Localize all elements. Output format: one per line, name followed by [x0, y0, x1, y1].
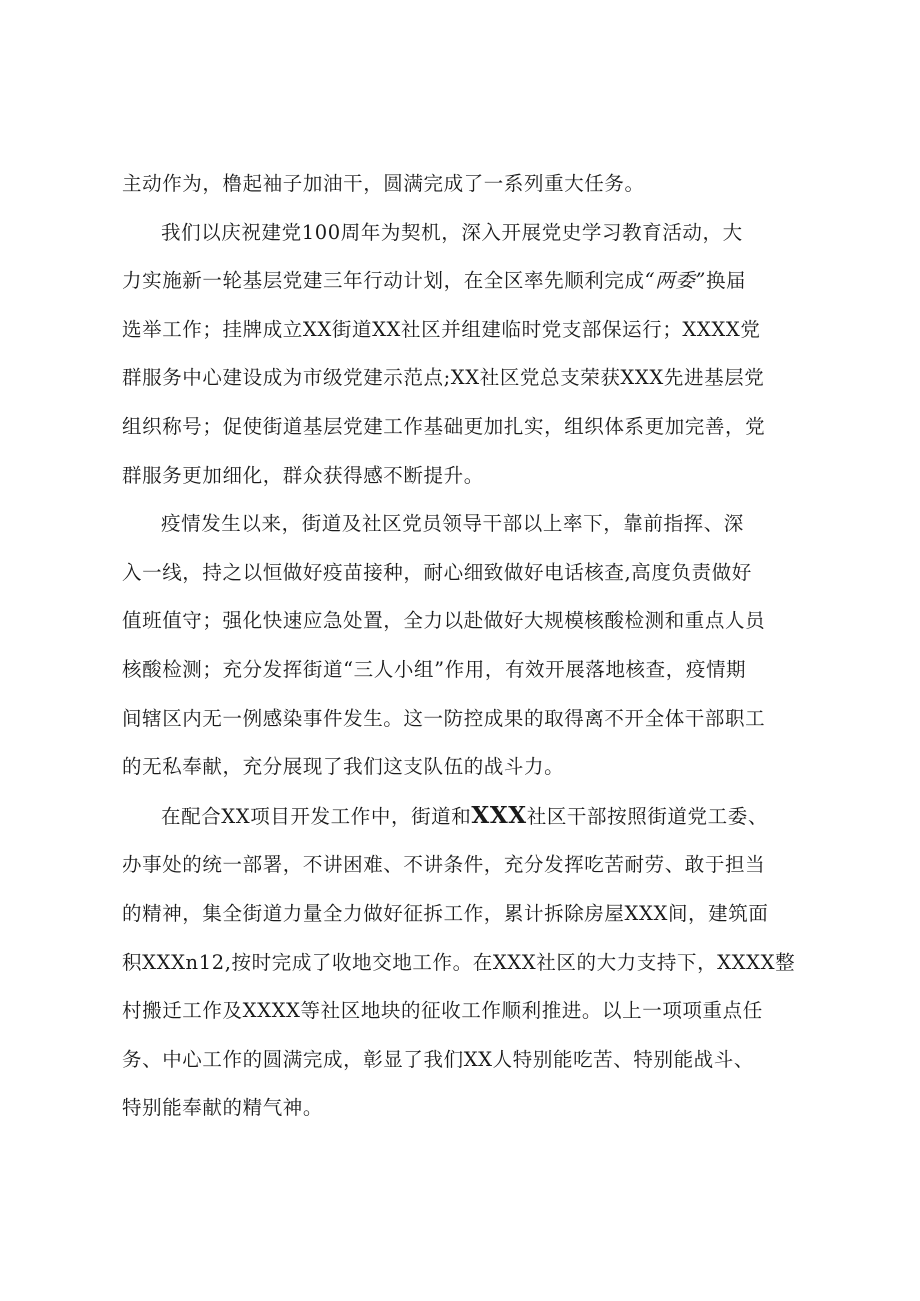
- text-line: 间辖区内无一例感染事件发生。这一防控成果的取得离不开全体干部职工: [122, 706, 766, 730]
- text-line-with-bold: [122, 792, 812, 842]
- text-line: 核酸检测；充分发挥街道“三人小组”作用，有效开展落地核查，疫情期: [122, 657, 747, 681]
- text-line: 组织称号；促使街道基层党建工作基础更加扎实，组织体系更加完善，党: [122, 414, 766, 438]
- paragraph-continuation: [122, 160, 812, 209]
- text-segment: 在配合XX项目开发工作中，街道和: [161, 804, 472, 828]
- text-line: 我们以庆祝建党100周年为契机，深入开展党史学习教育活动，大: [161, 220, 743, 244]
- text-line: 疫情发生以来，街道及社区党员领导干部以上率下，靠前指挥、深: [161, 512, 744, 536]
- document-body: [122, 160, 812, 1133]
- text-line: 群服务更加细化，群众获得感不断提升。: [122, 463, 484, 487]
- text-line: 特别能奉献的精气神。: [122, 1096, 324, 1120]
- text-line: 办事处的统一部署，不讲困难、不讲条件，充分发挥吃苦耐劳、敢于担当: [122, 853, 766, 877]
- text-line: 选举工作；挂牌成立XX街道XX社区并组建临时党支部保运行；XXXX党: [122, 317, 761, 341]
- text-line: 值班值守；强化快速应急处置，全力以赴做好大规模核酸检测和重点人员: [122, 609, 766, 633]
- quoted-term: “两委”: [644, 269, 706, 293]
- text-line: 入一线，持之以恒做好疫苗接种，耐心细致做好电话核查,高度负责做好: [122, 560, 752, 584]
- text-line: 主动作为，橹起袖子加油干，圆满完成了一系列重大任务。: [122, 172, 645, 195]
- paragraph-epidemic: [122, 500, 812, 792]
- paragraph-project-development: [122, 792, 812, 1133]
- text-line: 的无私奉献，充分展现了我们这支队伍的战斗力。: [122, 755, 565, 779]
- text-segment: 换届: [705, 269, 747, 293]
- text-segment: 力实施新一轮基层党建三年行动计划，在全区率先顺利完成: [122, 269, 645, 293]
- text-line: 积XXXn12,按时完成了收地交地工作。在XXX社区的大力支持下，XXXX整: [122, 950, 796, 974]
- text-line: 村搬迁工作及XXXX等社区地块的征收工作顺利推进。以上一项项重点任: [122, 999, 763, 1023]
- text-segment: 社区干部按照街道党工委、: [526, 804, 768, 828]
- bold-placeholder: XXX: [471, 801, 527, 829]
- text-line: 群服务中心建设成为市级党建示范点;XX社区党总支荣获XXX先进基层党: [122, 366, 765, 390]
- text-line: 务、中心工作的圆满完成，彰显了我们XX人特别能吃苦、特别能战斗、: [122, 1047, 754, 1071]
- paragraph-party-building: [122, 209, 812, 501]
- text-line: 的精神，集全街道力量全力做好征拆工作，累计拆除房屋XXX间，建筑面: [122, 901, 769, 925]
- text-line-with-quote: [122, 257, 812, 306]
